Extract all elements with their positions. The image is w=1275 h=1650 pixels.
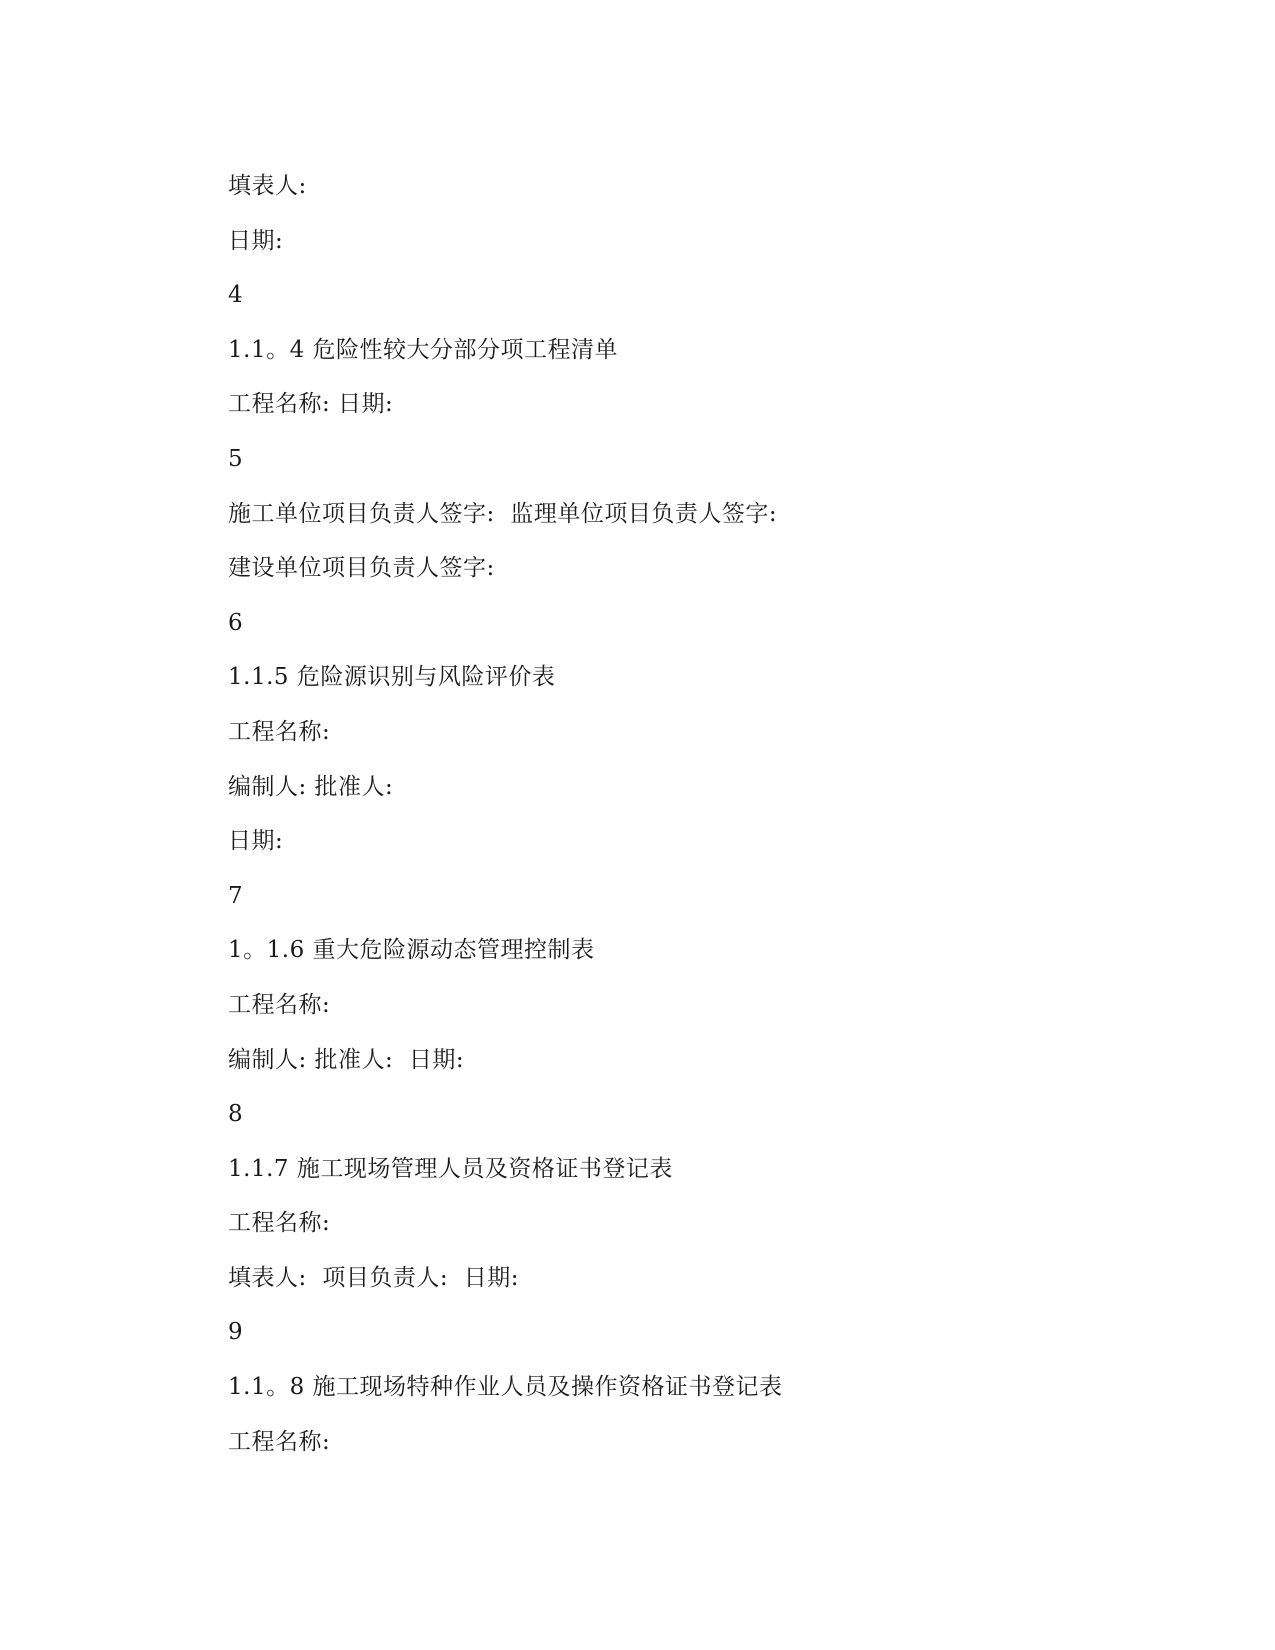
preparer-approver-date-label: 编制人: 批准人: 日期: xyxy=(228,1046,465,1073)
document-body xyxy=(228,168,1128,1478)
project-name-label: 工程名称: xyxy=(228,718,331,745)
project-name-label: 工程名称: xyxy=(228,1210,331,1237)
page-number: 4 xyxy=(228,282,244,309)
section-heading: 1.1.5 危险源识别与风险评价表 xyxy=(228,664,556,691)
section-heading: 1.1。4 危险性较大分部分项工程清单 xyxy=(228,336,619,363)
date-label: 日期: xyxy=(228,227,284,254)
page-number: 6 xyxy=(228,609,244,636)
project-name-label: 工程名称: xyxy=(228,1428,331,1455)
date-label: 日期: xyxy=(228,828,284,855)
project-name-date-label: 工程名称: 日期: xyxy=(228,391,394,418)
page-number: 7 xyxy=(228,882,244,909)
section-heading: 1.1.7 施工现场管理人员及资格证书登记表 xyxy=(228,1155,673,1182)
signature-labels: 施工单位项目负责人签字: 监理单位项目负责人签字: xyxy=(228,500,778,527)
preparer-approver-label: 编制人: 批准人: xyxy=(228,773,394,800)
signature-label: 建设单位项目负责人签字: xyxy=(228,555,495,582)
page-number: 9 xyxy=(228,1319,244,1346)
page-number: 8 xyxy=(228,1101,244,1128)
project-name-label: 工程名称: xyxy=(228,991,331,1018)
section-heading: 1.1。8 施工现场特种作业人员及操作资格证书登记表 xyxy=(228,1374,783,1401)
page-number: 5 xyxy=(228,445,244,472)
form-filler-label: 填表人: xyxy=(228,173,307,199)
section-heading: 1。1.6 重大危险源动态管理控制表 xyxy=(228,937,595,964)
filler-manager-date-label: 填表人: 项目负责人: 日期: xyxy=(228,1264,519,1291)
